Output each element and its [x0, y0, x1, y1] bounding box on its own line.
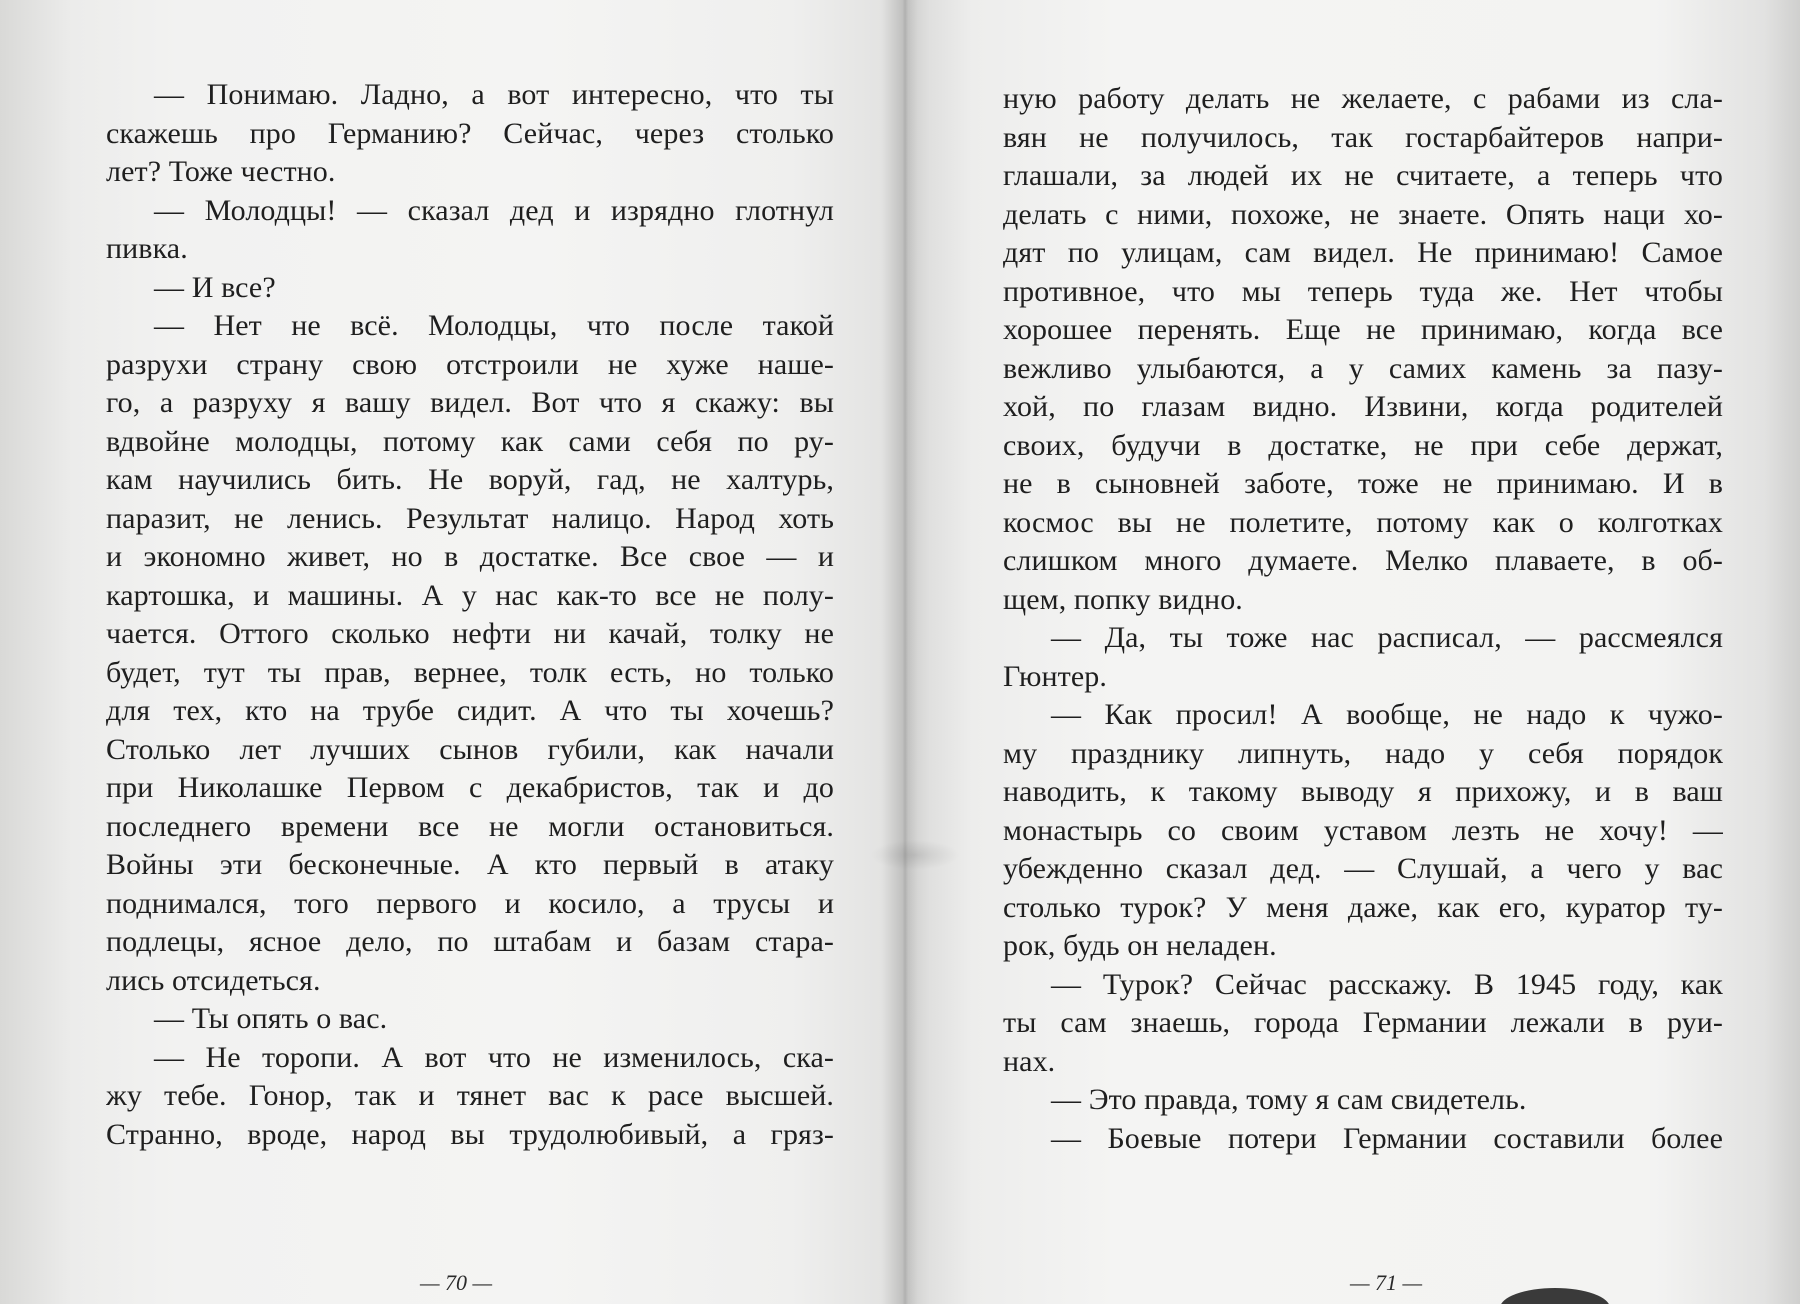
- text-line: глашали, за людей их не считаете, а теперь что: [1003, 159, 1723, 192]
- text-line: хой, по глазам видно. Извини, когда родителей: [1003, 390, 1723, 423]
- text-line: щем, попку видно.: [1003, 582, 1243, 616]
- text-line: рок, будь он неладен.: [1003, 929, 1277, 962]
- right-page: [905, 0, 1800, 1304]
- text-line: для тех, кто на трубе сидит. А что ты хочешь?: [106, 694, 834, 727]
- text-line: кам научились бить. Не воруй, гад, не халтурь,: [106, 463, 834, 496]
- text-line: картошка, и машины. А у нас как-то все не полу-: [106, 578, 834, 612]
- text-line: последнего времени все не могли остановиться.: [106, 809, 834, 843]
- text-line: — Нет не всё. Молодцы, что после такой: [154, 309, 834, 342]
- right-page-text: [1003, 80, 1723, 1158]
- text-line: — Это правда, тому я сам свидетель.: [1051, 1083, 1527, 1116]
- text-line: подлецы, ясное дело, по штабам и базам стара-: [106, 925, 834, 958]
- text-line: — Турок? Сейчас расскажу. В 1945 году, как: [1051, 967, 1723, 1001]
- text-line: лет? Тоже честно.: [106, 155, 336, 188]
- text-line: Столько лет лучших сынов губили, как начали: [106, 732, 834, 766]
- text-line: — Ты опять о вас.: [154, 1002, 388, 1035]
- text-line: му празднику липнуть, надо у себя порядок: [1003, 736, 1723, 770]
- left-page-text: [106, 76, 834, 1154]
- text-line: скажешь про Германию? Сейчас, через столько: [106, 116, 834, 150]
- page-number: — 71 —: [1350, 1270, 1423, 1295]
- text-line: Странно, вроде, народ вы трудолюбивый, а гряз-: [106, 1117, 834, 1151]
- text-line: и экономно живет, но в достатке. Все свое — и: [106, 540, 834, 573]
- text-line: паразит, не ленись. Результат налицо. Народ хоть: [106, 501, 834, 535]
- text-line: жу тебе. Гонор, так и тянет вас к расе высшей.: [106, 1079, 834, 1112]
- text-line: поднимался, того первого и косило, а трусы и: [106, 886, 834, 920]
- text-line: дят по улицам, сам видел. Не принимаю! Самое: [1003, 236, 1723, 269]
- text-line: противное, что мы теперь туда же. Нет чтобы: [1003, 274, 1723, 308]
- text-line: — Понимаю. Ладно, а вот интересно, что ты: [154, 78, 834, 111]
- text-line: — Боевые потери Германии составили более: [1051, 1121, 1723, 1155]
- text-line: — Молодцы! — сказал дед и изрядно глотнул: [154, 193, 834, 227]
- text-line: наводить, к такому выводу я прихожу, и в ваш: [1003, 775, 1723, 808]
- text-line: лись отсидеться.: [106, 963, 321, 997]
- text-line: го, а разруху я вашу видел. Вот что я скажу: вы: [106, 386, 834, 419]
- page-number: — 70 —: [420, 1270, 493, 1295]
- text-line: разрухи страну свою отстроили не хуже наше-: [106, 347, 834, 381]
- text-line: нах.: [1003, 1044, 1056, 1078]
- text-line: ты сам знаешь, города Германии лежали в руи-: [1003, 1006, 1723, 1039]
- text-line: при Николашке Первом с декабристов, так и до: [106, 771, 834, 804]
- text-line: Войны эти бесконечные. А кто первый в атаку: [106, 848, 834, 881]
- text-line: — Да, ты тоже нас расписал, — рассмеялся: [1051, 621, 1723, 654]
- text-line: вян не получилось, так гостарбайтеров напри-: [1003, 120, 1723, 154]
- text-line: вдвойне молодцы, потому как сами себя по ру-: [106, 424, 834, 458]
- text-line: будет, тут ты прав, вернее, толк есть, но только: [106, 655, 834, 689]
- text-line: — Не торопи. А вот что не изменилось, ска-: [154, 1040, 834, 1074]
- text-line: пивка.: [106, 232, 188, 265]
- text-line: — И все?: [154, 270, 276, 304]
- text-line: монастырь со своим уставом лезть не хочу! —: [1003, 813, 1723, 847]
- text-line: вежливо улыбаются, а у самих камень за пазу-: [1003, 351, 1723, 385]
- text-line: убежденно сказал дед. — Слушай, а чего у вас: [1003, 852, 1723, 885]
- text-line: хорошее перенять. Еще не принимаю, когда все: [1003, 313, 1723, 346]
- text-line: чается. Оттого сколько нефти ни качай, толку не: [106, 617, 834, 650]
- text-line: — Как просил! А вообще, не надо к чужо-: [1051, 698, 1723, 731]
- text-line: делать с ними, похоже, не знаете. Опять наци хо-: [1003, 197, 1723, 231]
- text-line: своих, будучи в достатке, не при себе держат,: [1003, 428, 1723, 462]
- text-line: столько турок? У меня даже, как его, куратор ту-: [1003, 890, 1723, 924]
- text-line: слишком много думаете. Мелко плаваете, в об-: [1003, 544, 1723, 577]
- text-line: Гюнтер.: [1003, 659, 1107, 693]
- text-line: ную работу делать не желаете, с рабами из сла-: [1003, 82, 1723, 115]
- text-line: космос вы не полетите, потому как о колготках: [1003, 505, 1723, 539]
- text-line: не в сыновней заботе, тоже не принимаю. И в: [1003, 467, 1723, 500]
